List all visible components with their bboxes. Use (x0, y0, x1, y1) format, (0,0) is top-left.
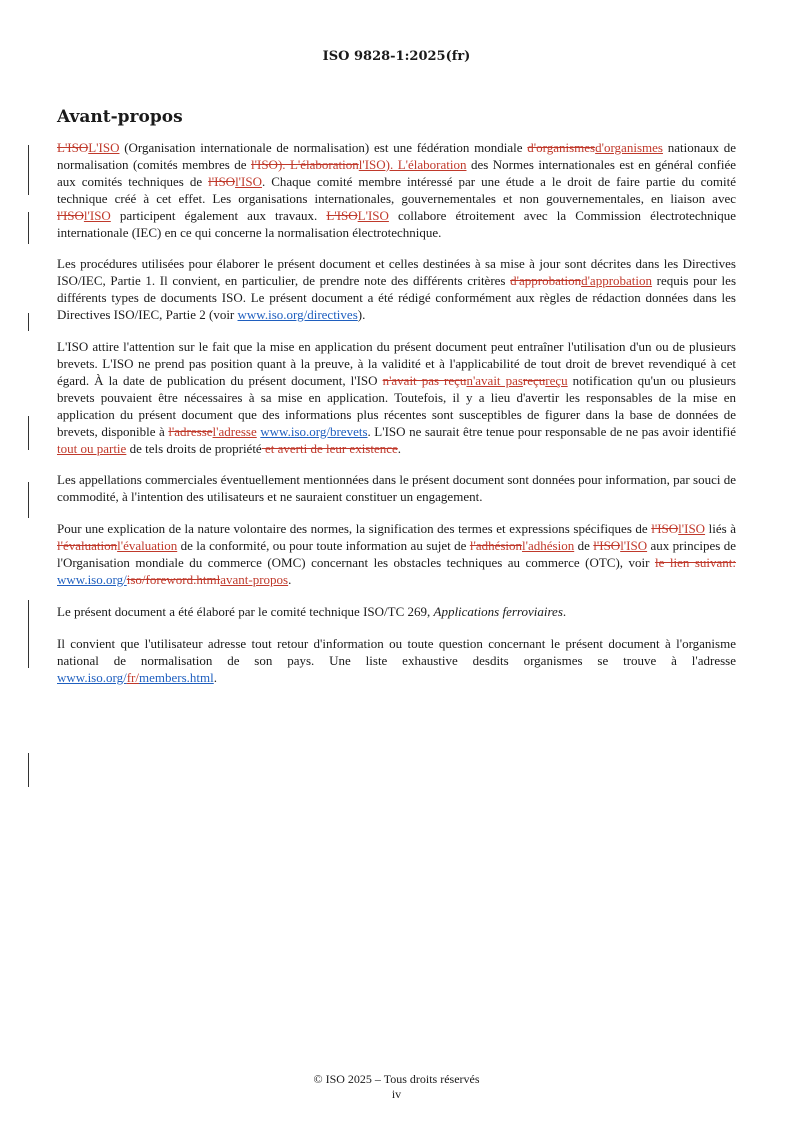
page-footer (0, 1072, 793, 1102)
change-bar (28, 145, 29, 195)
change-bar (28, 753, 29, 787)
change-bar (28, 416, 29, 450)
change-bar (28, 482, 29, 518)
foreword-link[interactable]: www.iso.org/ (57, 571, 127, 587)
paragraph-trade-names: Les appellations commerciales éventuellement mentionnées dans le présent document sont données pour information, par souci de commodité, à l'intention des utilisateurs et ne sauraient constituer un engagement. (57, 472, 736, 505)
copyright-notice: © ISO 2025 – Tous droits réservés (313, 1072, 480, 1086)
directives-link[interactable]: www.iso.org/directives (237, 307, 358, 323)
change-bar (28, 212, 29, 244)
paragraph-patents: L'ISO attire l'attention sur le fait que la mise en application du présent document peut entraîner l'utilisation d'un ou de plusieurs brevets. L'ISO ne prend pas position quant à la preuve, à la validité et à l'applicabilité de tout droit de brevet revendiqué à cet égard. À la date de publication du présent document, l'ISO n'avait pas reçun'avait pasreçureçu notification qu'un ou plusieurs brevets pouvaient être nécessaires à sa mise en application. Toutefois, il y a lieu d'avertir les responsables de la mise en application du présent document que des informations plus récentes sont susceptibles de figurer dans la base de données de brevets, disponible à l'adressel'adresse www.iso.org/brevets. L'ISO ne saurait être tenue pour responsable de ne pas avoir identifié tout ou partie de tels droits de propriété et averti de leur existence. (57, 339, 736, 456)
document-header: ISO 9828-1:2025(fr) (322, 49, 471, 64)
paragraph-procedures: Les procédures utilisées pour élaborer le présent document et celles destinées à sa mise à jour sont décrites dans les Directives ISO/IEC, Partie 1. Il convient, en particulier, de prendre note des différents critères d'approbationd'approbation requis pour les différents types de documents ISO. Le présent document a été rédigé conformément aux règles de rédaction données dans les Directives ISO/IEC, Partie 2 (voir www.iso.org/directives). (57, 256, 737, 323)
page-title: Avant-propos (57, 107, 183, 127)
paragraph-committee: Le présent document a été élaboré par le comité technique ISO/TC 269, Applications ferroviaires. (57, 603, 567, 619)
paragraph-feedback: Il convient que l'utilisateur adresse tout retour d'information ou toute question concernant le présent document à l'organisme national de normalisation de son pays. Une liste exhaustive desdits organismes se trouve à l'adresse www.iso.org/fr/members.html. (57, 635, 736, 685)
foreword-body (57, 140, 736, 701)
change-bar (28, 313, 29, 331)
patents-link[interactable]: www.iso.org/brevets (260, 423, 368, 439)
members-link-path[interactable]: members.html (138, 669, 214, 685)
page-number: iv (391, 1087, 402, 1101)
change-bar (28, 600, 29, 668)
paragraph-voluntary-nature: Pour une explication de la nature volontaire des normes, la signification des termes et expressions spécifiques de l'ISOl'ISO liés à l'évaluationl'évaluation de la conformité, ou pour toute information au sujet de l'adhésionl'adhésion de l'ISOl'ISO aux principes de l'Organisation mondiale du commerce (OMC) concernant les obstacles techniques au commerce (OTC), voir le lien suivant: www.iso.org/iso/foreword.htmlavant-propos. (57, 521, 736, 587)
members-link-base[interactable]: www.iso.org/ (57, 669, 127, 685)
paragraph-iso-intro: L'ISOL'ISO (Organisation internationale de normalisation) est une fédération mondiale d'organismesd'organismes nationaux de normalisation (comités membres de l'ISO). L'élaborationl'ISO). L'élaboration des Normes internationales est en général confiée aux comités techniques de l'ISOl'ISO. Chaque comité membre intéressé par une étude a le droit de faire partie du comité technique créé à cet effet. Les organisations internationales, gouvernementales et non gouvernementales, en liaison avec l'ISOl'ISO participent également aux travaux. L'ISOL'ISO collabore étroitement avec la Commission électrotechnique internationale (IEC) en ce qui concerne la normalisation électrotechnique. (57, 140, 736, 240)
